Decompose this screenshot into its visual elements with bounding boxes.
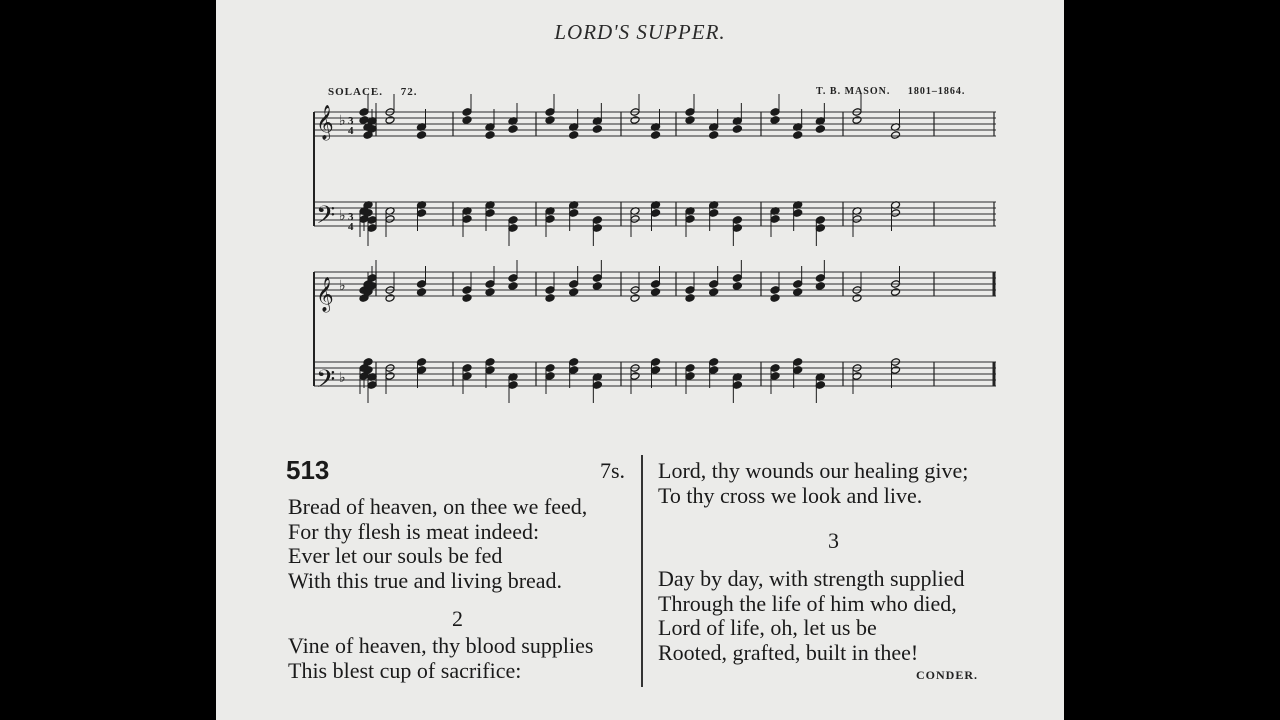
note-head [709, 280, 719, 289]
verse-2-number: 2 [452, 606, 463, 631]
tune-number: 72. [400, 86, 418, 98]
note-head [545, 364, 555, 373]
note-head [815, 274, 825, 283]
note-head [770, 286, 780, 295]
note-head [793, 366, 803, 375]
note-head [569, 366, 579, 375]
note-head [385, 116, 395, 125]
note-head [685, 372, 695, 381]
note-head [732, 224, 742, 233]
verse-line: Through the life of him who died, [658, 590, 957, 616]
verse-line: Lord of life, oh, let us be [658, 615, 877, 640]
note-head [508, 282, 518, 291]
note-head [462, 286, 472, 295]
hymn-author: CONDER. [916, 668, 979, 682]
note-head [651, 131, 661, 140]
note-head [651, 288, 661, 297]
tune-name-text: SOLACE. [328, 86, 383, 98]
verse-1 [288, 495, 587, 593]
note-head [770, 372, 780, 381]
note-head [732, 274, 742, 283]
bass-clef-icon: 𝄢 [316, 365, 336, 400]
note-head [815, 282, 825, 291]
flat-icon: ♭ [339, 114, 346, 129]
note-head [545, 372, 555, 381]
note-head [651, 358, 661, 367]
note-head [569, 358, 579, 367]
note-head [545, 215, 555, 224]
verse-2-end [658, 459, 968, 508]
verse-line: For thy flesh is meat indeed: [288, 518, 540, 544]
note-head [630, 215, 640, 224]
note-head [630, 294, 640, 303]
note-head [359, 108, 369, 117]
verse-line: Rooted, grafted, built in thee! [658, 639, 919, 665]
note-head [462, 108, 472, 117]
time-signature-icon: 4 [348, 125, 354, 137]
note-head [592, 216, 602, 225]
verse-2-start [288, 634, 593, 683]
treble-clef-icon: 𝄞 [316, 277, 334, 312]
note-head [462, 294, 472, 303]
note-head [462, 215, 472, 224]
note-head [793, 358, 803, 367]
note-head [815, 224, 825, 233]
note-head [709, 131, 719, 140]
note-head [685, 294, 695, 303]
note-head [732, 216, 742, 225]
note-head [592, 282, 602, 291]
verse-line: To thy cross we look and live. [658, 482, 923, 508]
note-head [417, 366, 427, 375]
note-head [592, 125, 602, 134]
note-head [417, 209, 427, 218]
note-head [485, 288, 495, 297]
note-head [770, 294, 780, 303]
note-head [709, 358, 719, 367]
staff-lines [314, 112, 996, 386]
note-head [709, 288, 719, 297]
barlines [314, 112, 994, 386]
notes [359, 94, 900, 403]
page-title: LORD'S SUPPER. [554, 20, 726, 44]
note-head [417, 131, 427, 140]
note-head [508, 125, 518, 134]
note-head [462, 372, 472, 381]
note-head [592, 274, 602, 283]
note-head [793, 209, 803, 218]
note-head [685, 108, 695, 117]
note-head [545, 108, 555, 117]
note-head [815, 381, 825, 390]
flat-icon: ♭ [339, 209, 346, 224]
note-head [417, 358, 427, 367]
note-head [709, 366, 719, 375]
note-head [685, 116, 695, 125]
note-head [685, 364, 695, 373]
note-head [891, 288, 901, 297]
note-head [770, 364, 780, 373]
note-head [793, 280, 803, 289]
note-head [852, 294, 862, 303]
note-head [891, 366, 901, 375]
note-head [852, 116, 862, 125]
note-head [630, 116, 640, 125]
note-head [569, 280, 579, 289]
flat-icon: ♭ [339, 279, 346, 294]
note-head [793, 131, 803, 140]
hymn-number: 513 [286, 455, 330, 485]
note-head [485, 358, 495, 367]
note-head [545, 116, 555, 125]
column-divider [641, 455, 643, 687]
note-head [651, 280, 661, 289]
note-head [417, 288, 427, 297]
verse-3 [658, 567, 965, 665]
note-head [732, 381, 742, 390]
note-head [417, 280, 427, 289]
verse-line: Lord, thy wounds our healing give; [658, 458, 969, 483]
composer-dates: 1801–1864. [907, 86, 966, 97]
note-head [793, 288, 803, 297]
note-head [770, 215, 780, 224]
note-head [630, 372, 640, 381]
note-head [685, 286, 695, 295]
note-head [367, 381, 377, 390]
note-head [709, 209, 719, 218]
hymn-meter: 7s. [600, 458, 626, 483]
note-head [592, 224, 602, 233]
note-head [485, 209, 495, 218]
note-head [569, 131, 579, 140]
note-head [651, 209, 661, 218]
verse-line: Ever let our souls be fed [288, 543, 503, 568]
note-head [545, 286, 555, 295]
hymnal-page [216, 0, 1064, 720]
note-head [569, 209, 579, 218]
bass-clef-icon: 𝄢 [316, 201, 336, 236]
note-head [815, 216, 825, 225]
note-head [508, 216, 518, 225]
verse-line: Day by day, with strength supplied [658, 566, 965, 591]
note-head [385, 294, 395, 303]
note-head [385, 372, 395, 381]
note-head [569, 288, 579, 297]
note-head [462, 116, 472, 125]
verse-line: This blest cup of sacrifice: [288, 657, 522, 683]
note-head [545, 294, 555, 303]
verse-line: Vine of heaven, thy blood supplies [288, 633, 594, 658]
note-head [363, 358, 373, 367]
verse-line: With this true and living bread. [288, 567, 563, 593]
note-head [891, 131, 901, 140]
note-head [508, 274, 518, 283]
flat-icon: ♭ [339, 371, 346, 386]
note-head [732, 125, 742, 134]
note-head [485, 280, 495, 289]
note-head [359, 116, 369, 125]
note-head [508, 381, 518, 390]
note-head [485, 366, 495, 375]
note-head [685, 215, 695, 224]
verse-3-number: 3 [828, 528, 839, 553]
note-head [815, 125, 825, 134]
note-head [852, 372, 862, 381]
composer-name: T. B. MASON. [816, 86, 891, 97]
time-signature-icon: 3 [348, 211, 354, 223]
verse-line: Bread of heaven, on thee we feed, [288, 494, 588, 519]
note-head [462, 364, 472, 373]
time-signature-icon: 4 [348, 221, 354, 233]
time-signature-icon: 3 [348, 115, 354, 127]
note-head [485, 131, 495, 140]
note-head [508, 224, 518, 233]
note-head [770, 108, 780, 117]
note-head [592, 381, 602, 390]
note-head [367, 224, 377, 233]
note-head [852, 215, 862, 224]
note-head [891, 209, 901, 218]
music-score [216, 0, 1064, 420]
note-head [732, 282, 742, 291]
note-head [770, 116, 780, 125]
note-head [651, 366, 661, 375]
treble-clef-icon: 𝄞 [316, 105, 334, 140]
note-head [385, 215, 395, 224]
